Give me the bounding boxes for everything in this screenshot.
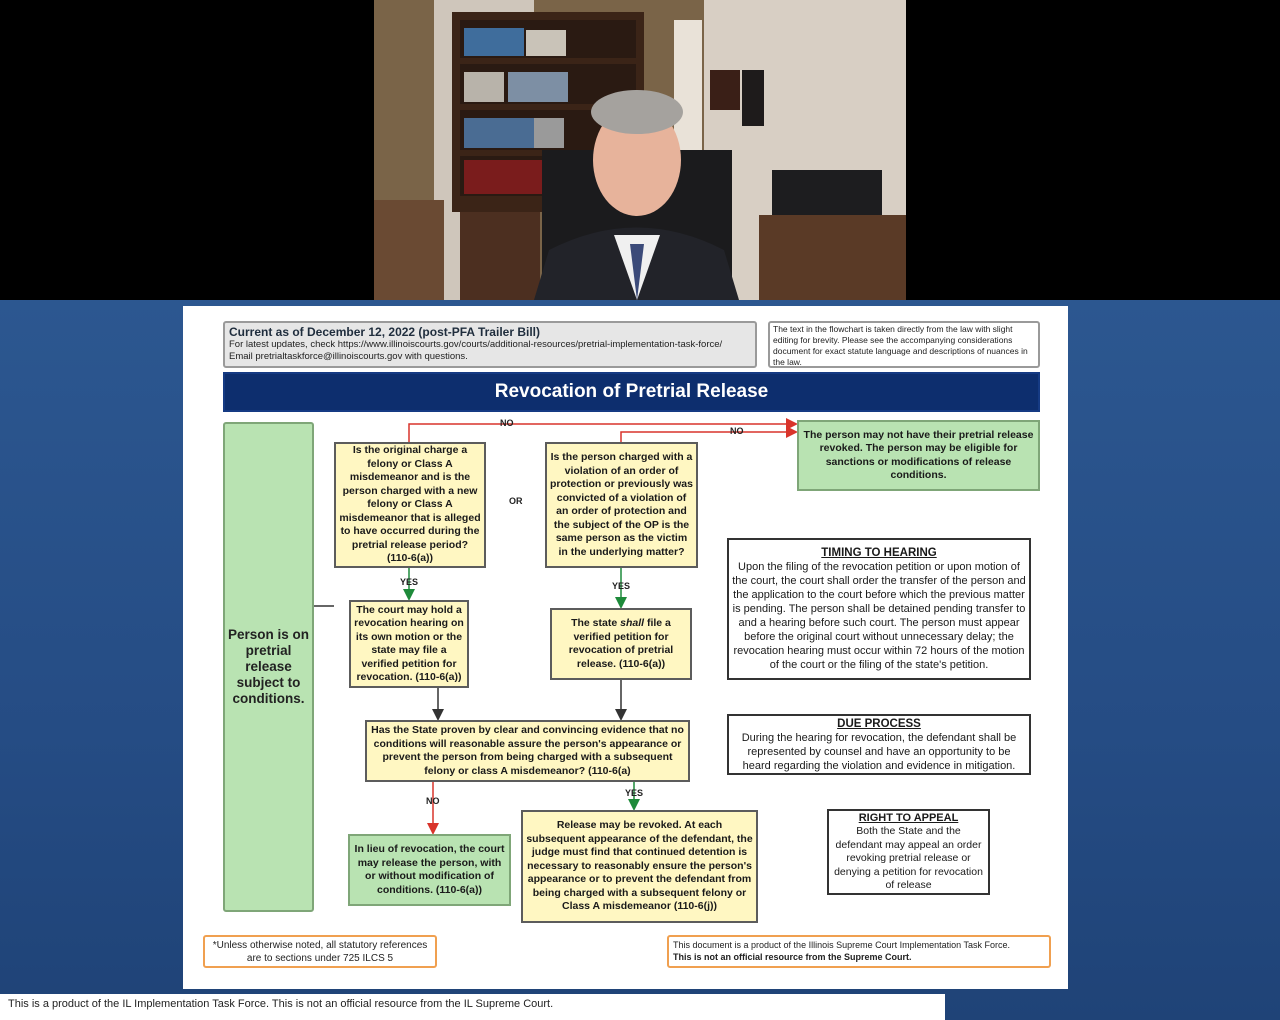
outcome-not-revoked-box xyxy=(797,420,1040,491)
no-label-q3: NO xyxy=(426,796,440,806)
header-title: Current as of December 12, 2022 (post-PFA Trailer Bill) xyxy=(229,325,540,339)
yes-label-q3: YES xyxy=(625,788,644,798)
state-shall-pre: The state xyxy=(571,617,621,629)
caption-bar: This is a product of the IL Implementation Task Force. This is not an official resource from the IL Supreme Court. xyxy=(0,994,945,1020)
court-may-hold-text: The court may hold a revocation hearing on its own motion or the state may file a verified petition for revocation. (110-6(a)) xyxy=(354,603,464,683)
start-condition xyxy=(223,422,314,912)
disclaimer-note: The text in the flowchart is taken directly from the law with slight editing for brevity. Please see the accompanying considerations document for exact statute language and descriptions of nuances in the law. xyxy=(768,321,1040,368)
yes-label-q1: YES xyxy=(400,577,419,587)
clear-convincing-question-box xyxy=(365,720,690,782)
in-lieu-of-revocation-box xyxy=(348,834,511,906)
video-feed xyxy=(374,0,906,300)
right-to-appeal-body: Both the State and the defendant may appeal an order revoking pretrial release or denying a petition for revocation of release xyxy=(834,825,983,891)
timing-to-hearing-box xyxy=(727,538,1031,680)
question-order-of-protection-box xyxy=(545,442,698,568)
due-process-body: During the hearing for revocation, the defendant shall be represented by counsel and have an opportunity to be heard regarding the violation and evidence in mitigation. xyxy=(741,731,1017,772)
video-frame-illustration xyxy=(374,0,906,300)
court-may-hold-box xyxy=(349,600,469,688)
or-label: OR xyxy=(509,496,523,506)
state-shall-file-box xyxy=(550,608,692,680)
state-shall-post: file a verified petition for revocation of pretrial release. (110-6(a)) xyxy=(568,617,674,670)
yes-label-q2: YES xyxy=(612,581,631,591)
task-force-not-official-line: This is not an official resource from the Supreme Court. xyxy=(673,952,912,962)
header-updates-line: For latest updates, check https://www.illinoiscourts.gov/courts/additional-resources/pretrial-implementation-task-force/ xyxy=(229,339,723,350)
header-box xyxy=(223,321,757,368)
release-revoked-box xyxy=(521,810,758,923)
no-label-q1: NO xyxy=(500,418,514,428)
question-order-of-protection-text: Is the person charged with a violation of an order of protection or previously was convicted of a violation of an order of protection and the subject of the OP is the same person as the victim in the underlying matter? xyxy=(550,451,693,558)
right-to-appeal-box xyxy=(827,809,990,895)
statutory-footnote: *Unless otherwise noted, all statutory references are to sections under 725 ILCS 5 xyxy=(203,935,437,968)
timing-to-hearing-body: Upon the filing of the revocation petition or upon motion of the court, the court shall order the transfer of the person and the application to the court before which the previous matter is pending. The person shall be detained pending transfer to and a hearing before such court. The person must appear before the original court without unnecessary delay; the revocation hearing must occur within 72 hours of the motion of the court or the filing of the state's petition. xyxy=(732,561,1026,671)
outcome-not-revoked-text: The person may not have their pretrial release revoked. The person may be eligible for sanctions or modifications of release conditions. xyxy=(803,428,1034,481)
timing-to-hearing-title: TIMING TO HEARING xyxy=(821,547,937,559)
slide-title-banner: Revocation of Pretrial Release xyxy=(223,372,1040,412)
flowchart-slide xyxy=(183,306,1068,989)
question-felony-text: Is the original charge a felony or Class A misdemeanor and is the person charged with a new felony or Class A misdemeanor that is alleged to have occurred during the pretrial release period? (110-6(a)) xyxy=(339,444,481,565)
start-condition-text: Person is on pretrial release subject to conditions. xyxy=(227,627,310,706)
task-force-notice xyxy=(667,935,1051,968)
no-label-q2: NO xyxy=(730,426,744,436)
question-felony-box xyxy=(334,442,486,568)
header-email-line: Email pretrialtaskforce@illinoiscourts.gov with questions. xyxy=(229,351,468,362)
clear-convincing-question-text: Has the State proven by clear and convincing evidence that no conditions will reasonable assure the person's appearance or prevent the person from being charged with a subsequent felony or class A misdemeanor? (110-6(a) xyxy=(371,724,684,777)
release-revoked-text: Release may be revoked. At each subsequent appearance of the defendant, the judge must find that continued detention is necessary to reasonably ensure the person's appearance or to prevent the defendant from being charged with a subsequent felony or Class A misdemeanor (110-6(j)) xyxy=(526,819,753,913)
task-force-product-line: This document is a product of the Illinois Supreme Court Implementation Task Force. xyxy=(673,940,1010,950)
in-lieu-of-revocation-text: In lieu of revocation, the court may release the person, with or without modification of conditions. (110-6(a)) xyxy=(354,843,505,896)
state-shall-emphasis: shall xyxy=(620,617,645,629)
due-process-title: DUE PROCESS xyxy=(837,717,921,730)
state-shall-file-text xyxy=(555,617,687,671)
due-process-box xyxy=(727,714,1031,775)
right-to-appeal-title: RIGHT TO APPEAL xyxy=(858,811,959,824)
